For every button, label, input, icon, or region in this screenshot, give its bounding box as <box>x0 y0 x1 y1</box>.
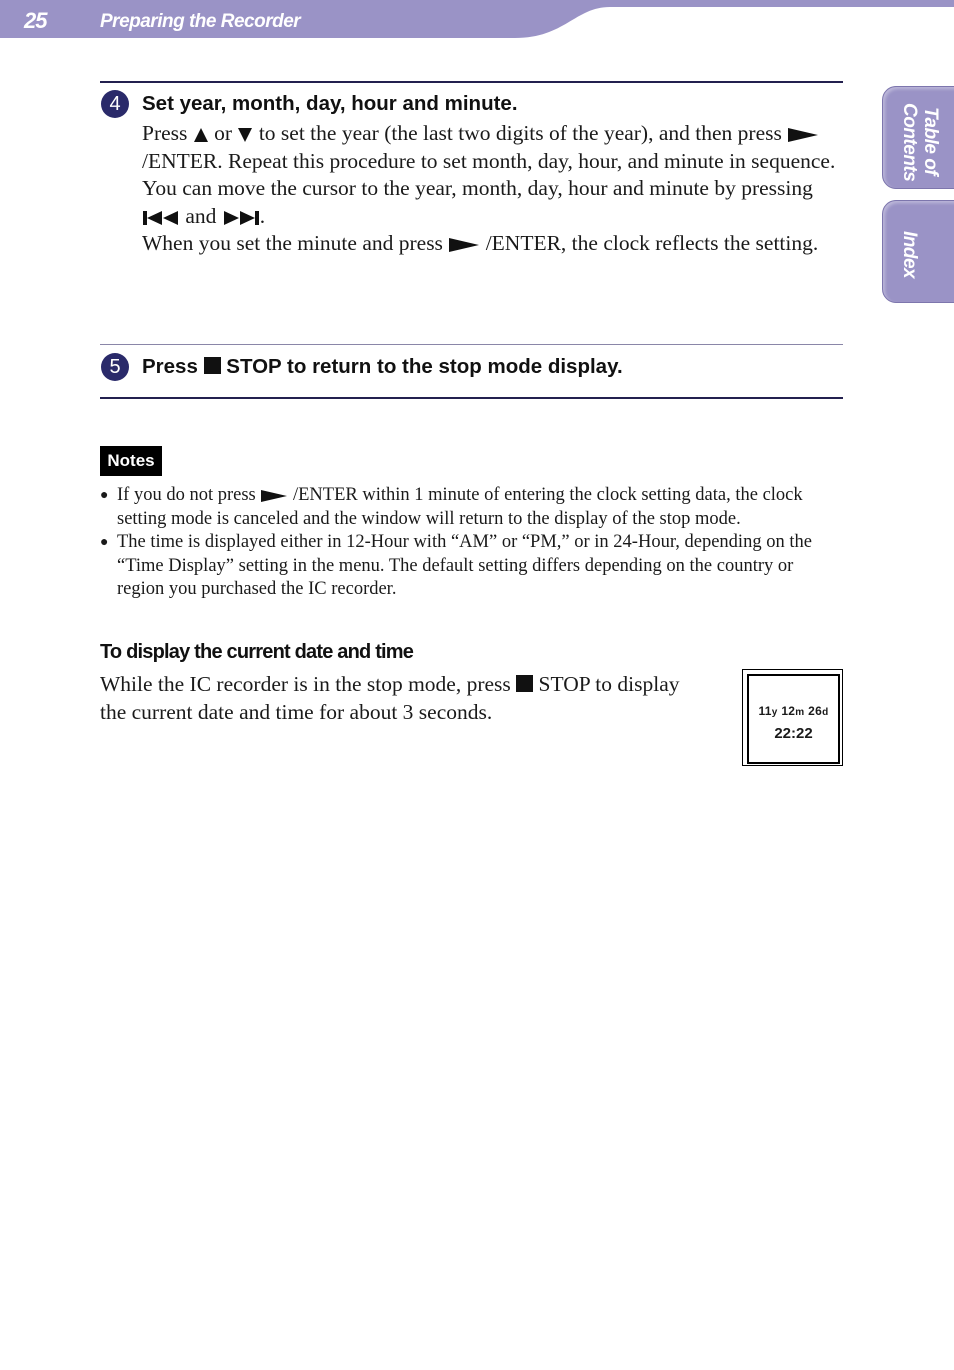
list-item: ● If you do not press /ENTER within 1 minute of entering the clock setting data, the clock setting mode is canceled and the window will return to the display of the stop mode. <box>100 485 803 529</box>
up-triangle-icon <box>193 127 209 143</box>
step-4-heading: Set year, month, day, hour and minute. <box>142 92 518 115</box>
display-date: 11y 12m 26d <box>758 704 829 718</box>
previous-track-icon <box>142 210 180 226</box>
notes-list <box>100 484 840 602</box>
section-title: Preparing the Recorder <box>100 11 301 32</box>
step-4-para-1: Press or to set the year (the last two digits of the year), and then press /ENTER. Repeat this procedure to set month, day, hour, and minute in sequence. <box>142 121 836 173</box>
step-number-5: 5 <box>101 353 129 381</box>
tab-table-of-contents[interactable] <box>882 86 954 189</box>
tab-toc-line1: Table of <box>920 107 941 176</box>
display-screen <box>747 674 840 764</box>
recorder-display-illustration <box>742 669 843 766</box>
next-track-icon <box>222 210 260 226</box>
stop-square-icon <box>516 675 533 692</box>
page-header <box>0 0 954 40</box>
stop-square-icon <box>204 357 221 374</box>
display-time: 22:22 <box>774 725 813 742</box>
divider <box>100 397 843 399</box>
step-4-para-3: When you set the minute and press /ENTER, the clock reflects the setting. <box>142 231 819 256</box>
tab-index[interactable] <box>882 200 954 303</box>
list-item: ● The time is displayed either in 12-Hour with “AM” or “PM,” or in 24-Hour, depending on the “Time Display” setting in the menu. The default setting differs depending on the country or region you purchased the IC recorder. <box>100 532 812 600</box>
divider <box>100 344 843 345</box>
down-triangle-icon <box>237 127 253 143</box>
current-time-body: While the IC recorder is in the stop mode, press STOP to display the current date and time for about 3 seconds. <box>100 672 680 724</box>
bullet-icon: ● <box>100 488 109 503</box>
page-number: 25 <box>24 8 47 33</box>
notes-badge: Notes <box>100 446 162 476</box>
divider <box>100 81 843 83</box>
step-4-body <box>142 120 842 258</box>
play-icon <box>787 127 819 143</box>
step-4-para-2: You can move the cursor to the year, month, day, hour and minute by pressing and . <box>142 176 813 228</box>
play-icon <box>448 237 480 253</box>
bullet-icon: ● <box>100 535 109 551</box>
play-icon <box>260 489 288 503</box>
tab-toc-line2: Contents <box>899 103 920 182</box>
step-5-heading: Press STOP to return to the stop mode display. <box>142 355 623 378</box>
tab-index-label: Index <box>899 231 920 279</box>
step-number-4: 4 <box>101 90 129 118</box>
sub-heading: To display the current date and time <box>100 641 414 663</box>
